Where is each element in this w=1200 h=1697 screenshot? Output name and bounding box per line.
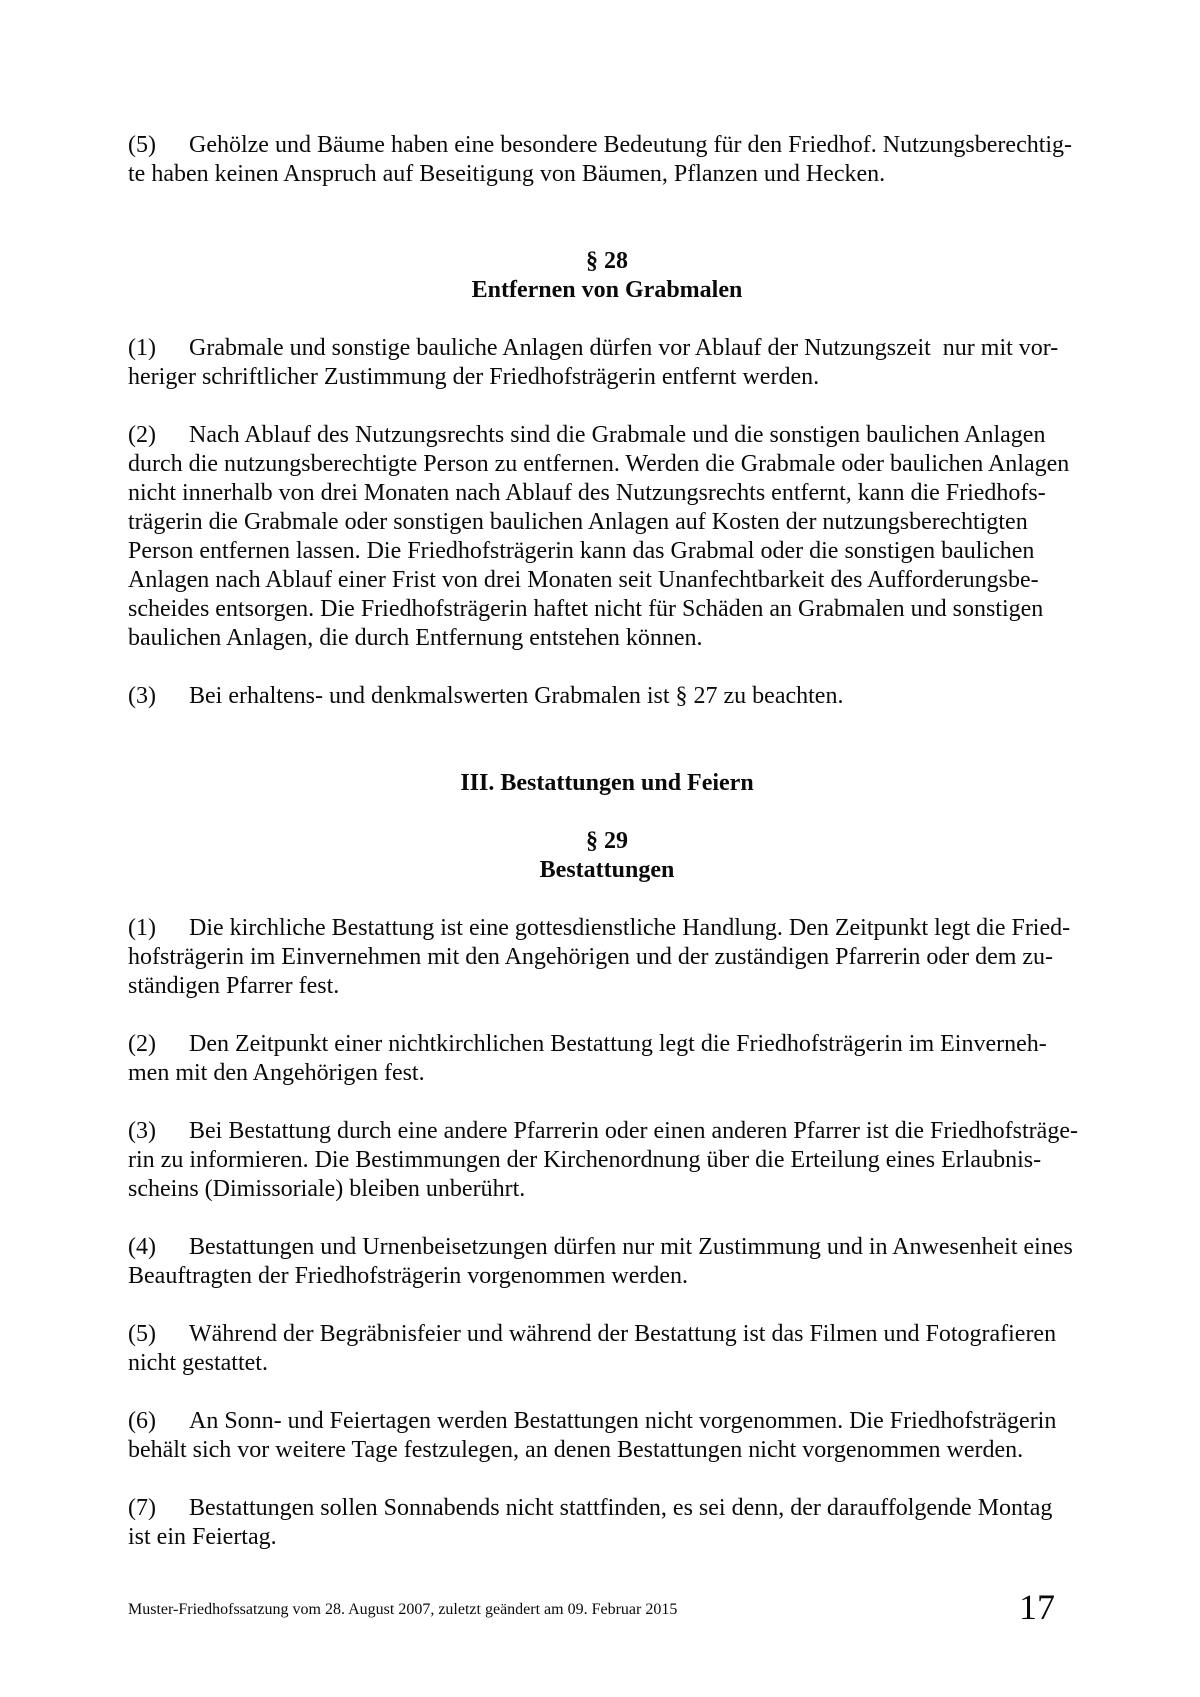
paragraph-number: (3)	[128, 1118, 156, 1144]
paragraph: (5) Gehölze und Bäume haben eine besondere Bedeutung für den Friedhof. Nutzungsberechtig- te haben keinen Anspruch auf Beseitigung von Bäumen, Pflanzen und Hecken.	[128, 132, 1073, 187]
footer-text: Muster-Friedhofssatzung vom 28. August 2007, zuletzt geändert am 09. Februar 2015	[128, 1601, 678, 1618]
paragraph-number: (5)	[128, 132, 156, 158]
paragraph-number: (1)	[128, 915, 156, 941]
para-heading: § 28 Entfernen von Grabmalen	[471, 248, 743, 303]
paragraph-number: (2)	[128, 1031, 156, 1057]
paragraph: (2) Nach Ablauf des Nutzungsrechts sind die Grabmale und die sonstigen baulichen Anlagen durch die nutzungsberechtigte Person zu entfernen. Werden die Grabmale oder baulichen Anlagen nicht innerhalb von drei Monaten nach Ablauf des Nutzungsrechts entfernt, kann die Friedhofs- trägerin die Grabmale oder sonstigen baulichen Anlagen auf Kosten der nutzungsberechtigten Person entfernen lassen. Die Friedhofsträgerin kann das Grabmal oder die sonstigen baulichen Anlagen nach Ablauf einer Frist von drei Monaten seit Unanfechtbarkeit des Aufforderungsbe- scheides entsorgen. Die Friedhofsträgerin haftet nicht für Schäden an Grabmalen und sonstigen baulichen Anlagen, die durch Entfernung entstehen können.	[128, 422, 1070, 651]
paragraph-number: (3)	[128, 683, 156, 709]
paragraph: (4) Bestattungen und Urnenbeisetzungen dürfen nur mit Zustimmung und in Anwesenheit eines Beauftragten der Friedhofsträgerin vorgenommen werden.	[128, 1234, 1073, 1289]
paragraph: (6) An Sonn- und Feiertagen werden Bestattungen nicht vorgenommen. Die Friedhofsträgerin behält sich vor weitere Tage festzulegen, an denen Bestattungen nicht vorgenommen werden.	[128, 1408, 1057, 1463]
paragraph: (3) Bei Bestattung durch eine andere Pfarrerin oder einen anderen Pfarrer ist die Friedhofsträge- rin zu informieren. Die Bestimmungen der Kirchenordnung über die Erteilung eines Erlaubnis- scheins (Dimissoriale) bleiben unberührt.	[128, 1118, 1078, 1202]
paragraph: (2) Den Zeitpunkt einer nichtkirchlichen Bestattung legt die Friedhofsträgerin im Einverneh- men mit den Angehörigen fest.	[128, 1031, 1047, 1086]
paragraph-number: (1)	[128, 335, 156, 361]
paragraph: (1) Grabmale und sonstige bauliche Anlagen dürfen vor Ablauf der Nutzungszeit nur mit vor- heriger schriftlicher Zustimmung der Friedhofsträgerin entfernt werden.	[128, 335, 1059, 390]
paragraph-number: (5)	[128, 1321, 156, 1347]
paragraph-number: (4)	[128, 1234, 156, 1260]
paragraph: (5) Während der Begräbnisfeier und während der Bestattung ist das Filmen und Fotografieren nicht gestattet.	[128, 1321, 1057, 1376]
paragraph: (7) Bestattungen sollen Sonnabends nicht stattfinden, es sei denn, der darauffolgende Montag ist ein Feiertag.	[128, 1495, 1053, 1550]
paragraph: (1) Die kirchliche Bestattung ist eine gottesdienstliche Handlung. Den Zeitpunkt legt die Fried- hofsträgerin im Einvernehmen mit den Angehörigen und der zuständigen Pfarrerin oder dem zu- ständigen Pfarrer fest.	[128, 915, 1071, 999]
page-number: 17	[1019, 1587, 1055, 1627]
paragraph-number: (7)	[128, 1495, 156, 1521]
paragraph: (3) Bei erhaltens- und denkmalswerten Grabmalen ist § 27 zu beachten.	[128, 683, 844, 709]
paragraph-number: (6)	[128, 1408, 156, 1434]
document-content	[128, 131, 1086, 1552]
section-heading: III. Bestattungen und Feiern	[460, 770, 754, 796]
para-heading: § 29 Bestattungen	[539, 828, 675, 883]
paragraph-number: (2)	[128, 422, 156, 448]
